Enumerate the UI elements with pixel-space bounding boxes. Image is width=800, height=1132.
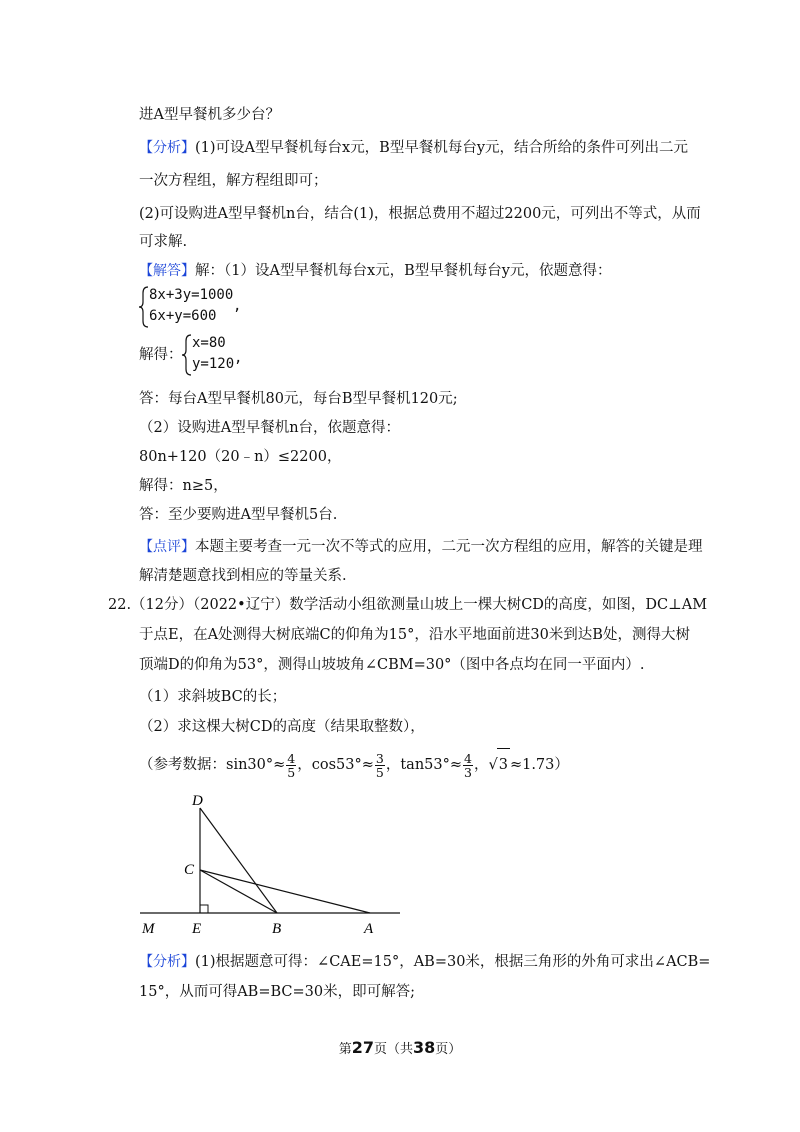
sqrt-argument: 3 [497,748,510,781]
equation-1a: 8x+3y=1000 [149,287,234,303]
line-db [200,808,277,913]
text-line: （2）设购进A型早餐机n台，依题意得： [139,420,401,436]
text-line: 于点E，在A处测得大树底端C的仰角为15°，沿水平地面前进30米到达B处，测得大树 [139,627,690,643]
ref-text: ，cos53°≈ [297,757,374,773]
solution-tag: 【解答】 [139,263,195,279]
page-total: 38 [413,1038,436,1057]
line-cb [200,870,277,913]
label-b: B [272,921,282,937]
footer-text: 页） [435,1042,462,1057]
ref-text: ≈1.73） [509,757,569,773]
text-line: 解清楚题意找到相应的等量关系. [139,568,347,584]
right-angle-icon [200,905,208,913]
text-line: (1)根据题意可得：∠CAE=15°，AB=30米，根据三角形的外角可求出∠ACB= [195,954,711,970]
text-line: 可求解. [139,234,188,250]
fraction: $\frac{4}{3}$ [464,750,472,780]
solve-label: 解得： [139,347,183,363]
subquestion-1: （1）求斜坡BC的长； [139,689,287,705]
sqrt-sign: ，√ [473,757,498,773]
analysis-tag: 【分析】 [139,140,195,156]
fraction: $\frac{3}{5}$ [375,750,384,780]
text-line: 答：至少要购进A型早餐机5台. [139,507,338,523]
text-line: 答：每台A型早餐机80元，每台B型早餐机120元; [139,391,458,407]
text-line: (1)可设A型早餐机每台x元，B型早餐机每台y元，结合所给的条件可列出二元 [195,140,689,156]
text-line: 80n+120（20﹣n）≤2200， [139,449,342,465]
label-c: C [184,862,195,878]
label-a: A [364,921,374,937]
analysis-line [139,139,688,157]
label-m: M [142,921,155,937]
footer-text: 页（共 [373,1042,413,1057]
equation-comma: , [233,298,242,314]
fraction: $\frac{4}{5}$ [287,750,296,780]
text-line: (2)可设购进A型早餐机n台，结合(1)，根据总费用不超过2200元，可列出不等式，从而 [139,206,701,222]
label-e: E [192,921,202,937]
line-ca [200,870,370,913]
subquestion-2: （2）求这棵大树CD的高度（结果取整数）， [139,719,425,735]
text-line: 15°，从而可得AB=BC=30米，即可解答; [139,984,415,1000]
analysis-tag: 【分析】 [139,954,195,970]
page-number: 27 [351,1038,374,1057]
reference-data [139,748,569,781]
text-line: 解：（1）设A型早餐机每台x元，B型早餐机每台y元，依题意得： [195,263,612,279]
comment-tag: 【点评】 [139,539,195,555]
question-22: 22.（12分）（2022•辽宁）数学活动小组欲测量山坡上一棵大树CD的高度，如图，DC⊥AM [108,597,708,613]
text-line: 一次方程组，解方程组即可； [139,173,328,189]
label-d: D [192,793,203,809]
ref-text: ，tan53°≈ [385,757,463,773]
footer-text: 第 [338,1042,352,1057]
equation-1b: 6x+y=600 [149,308,217,324]
text-line: 进A型早餐机多少台？ [139,107,280,123]
text-line: 解得：n≥5， [139,478,228,494]
page-footer [0,1038,800,1057]
equation-2a: x=80 [192,335,226,351]
solution-line [139,262,611,280]
analysis-line [139,953,710,971]
geometry-figure [130,788,410,938]
equation-comma: , [234,350,243,366]
text-line: 本题主要考查一元一次不等式的应用，二元一次方程组的应用，解答的关键是理 [195,539,703,555]
text-line: 顶端D的仰角为53°，测得山坡坡角∠CBM=30°（图中各点均在同一平面内）. [139,657,645,673]
ref-text: （参考数据：sin30°≈ [139,757,286,773]
equation-2b: y=120 [192,356,235,372]
comment-line [139,538,703,556]
